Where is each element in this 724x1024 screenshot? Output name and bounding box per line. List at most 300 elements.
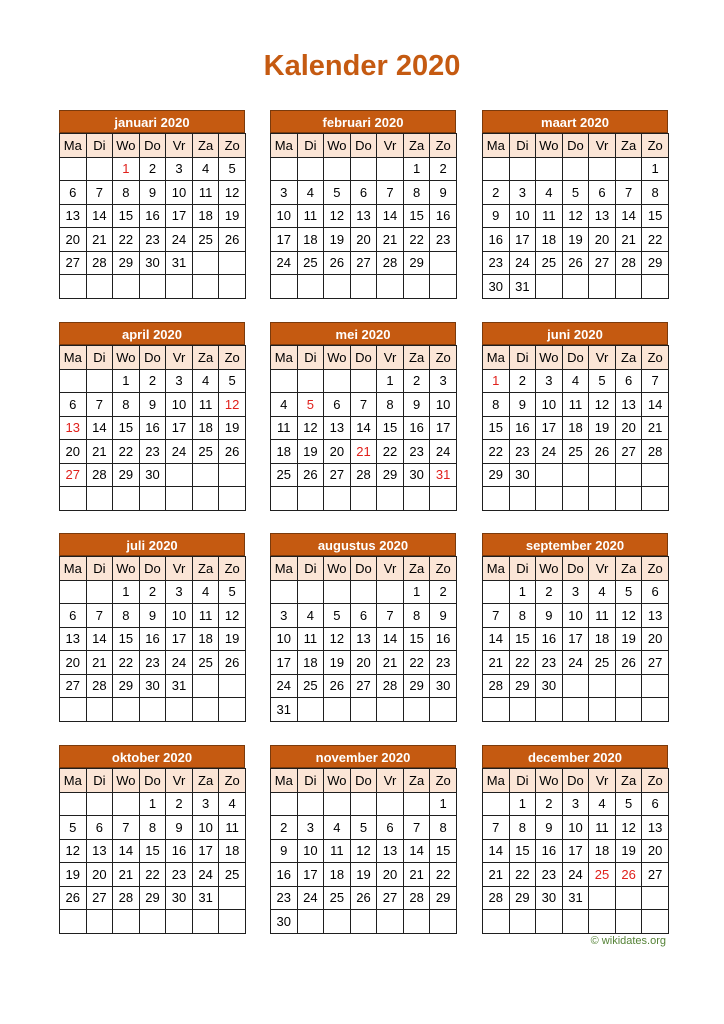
day-cell: 11	[324, 839, 351, 863]
day-cell: 12	[615, 604, 642, 628]
day-cell: 17	[562, 627, 589, 651]
day-cell: 4	[536, 181, 563, 205]
day-cell	[139, 275, 166, 299]
day-cell: 5	[219, 369, 246, 393]
weekday-label: Do	[350, 557, 377, 581]
day-cell	[113, 487, 140, 511]
day-cell: 13	[60, 416, 87, 440]
month-grid	[270, 345, 457, 511]
day-cell: 30	[483, 275, 510, 299]
day-cell: 20	[60, 651, 87, 675]
day-cell: 31	[509, 275, 536, 299]
day-cell: 8	[377, 393, 404, 417]
week-row	[271, 651, 457, 675]
day-cell: 3	[562, 792, 589, 816]
weekday-header-row	[271, 557, 457, 581]
week-row	[271, 674, 457, 698]
weekday-label: Do	[139, 346, 166, 370]
day-cell: 6	[350, 181, 377, 205]
day-cell	[350, 275, 377, 299]
day-cell	[536, 910, 563, 934]
day-cell	[536, 698, 563, 722]
week-row	[483, 251, 669, 275]
day-cell: 2	[509, 369, 536, 393]
day-cell: 17	[192, 839, 219, 863]
week-row	[271, 886, 457, 910]
day-cell: 1	[139, 792, 166, 816]
day-cell: 27	[60, 251, 87, 275]
day-cell: 25	[324, 886, 351, 910]
day-cell	[509, 157, 536, 181]
week-row	[60, 487, 246, 511]
day-cell: 22	[509, 651, 536, 675]
week-row	[60, 157, 246, 181]
weekday-label: Di	[297, 769, 324, 793]
day-cell: 25	[271, 463, 298, 487]
day-cell	[350, 698, 377, 722]
day-cell: 8	[642, 181, 669, 205]
weekday-label: Di	[509, 346, 536, 370]
weekday-label: Vr	[589, 346, 616, 370]
day-cell: 17	[271, 651, 298, 675]
day-cell: 1	[430, 792, 457, 816]
day-cell: 6	[60, 181, 87, 205]
day-cell: 2	[536, 580, 563, 604]
day-cell: 4	[562, 369, 589, 393]
day-cell: 1	[642, 157, 669, 181]
day-cell: 3	[430, 369, 457, 393]
month-title: februari 2020	[270, 110, 456, 133]
week-row	[60, 604, 246, 628]
day-cell: 4	[589, 792, 616, 816]
day-cell: 31	[166, 674, 193, 698]
day-cell	[166, 275, 193, 299]
weekday-label: Za	[192, 134, 219, 158]
day-cell: 2	[536, 792, 563, 816]
day-cell	[403, 792, 430, 816]
week-row	[60, 228, 246, 252]
day-cell: 19	[350, 863, 377, 887]
day-cell: 17	[166, 416, 193, 440]
day-cell: 15	[403, 204, 430, 228]
month-grid	[482, 556, 669, 722]
day-cell: 22	[430, 863, 457, 887]
day-cell: 14	[377, 627, 404, 651]
day-cell: 14	[86, 627, 113, 651]
day-cell: 3	[271, 604, 298, 628]
day-cell: 18	[297, 228, 324, 252]
day-cell: 22	[509, 863, 536, 887]
day-cell: 19	[589, 416, 616, 440]
day-cell	[642, 674, 669, 698]
day-cell: 20	[615, 416, 642, 440]
day-cell: 1	[483, 369, 510, 393]
day-cell: 9	[536, 816, 563, 840]
day-cell	[166, 698, 193, 722]
day-cell	[324, 157, 351, 181]
day-cell: 15	[113, 627, 140, 651]
weekday-header-row	[60, 346, 246, 370]
day-cell	[324, 369, 351, 393]
day-cell: 19	[615, 839, 642, 863]
day-cell: 1	[113, 369, 140, 393]
day-cell: 18	[297, 651, 324, 675]
day-cell	[483, 580, 510, 604]
day-cell: 22	[403, 228, 430, 252]
weekday-label: Za	[615, 346, 642, 370]
day-cell: 4	[219, 792, 246, 816]
day-cell: 24	[562, 651, 589, 675]
week-row	[60, 181, 246, 205]
weekday-label: Wo	[536, 134, 563, 158]
day-cell: 19	[324, 651, 351, 675]
day-cell	[562, 910, 589, 934]
month-grid	[482, 133, 669, 299]
day-cell: 6	[589, 181, 616, 205]
weekday-label: Do	[562, 346, 589, 370]
day-cell: 12	[297, 416, 324, 440]
day-cell: 30	[509, 463, 536, 487]
weekday-label: Do	[350, 346, 377, 370]
month-block	[482, 110, 668, 299]
day-cell: 27	[324, 463, 351, 487]
week-row	[271, 792, 457, 816]
day-cell: 21	[113, 863, 140, 887]
day-cell: 19	[297, 440, 324, 464]
day-cell: 9	[430, 604, 457, 628]
week-row	[60, 698, 246, 722]
day-cell: 21	[483, 651, 510, 675]
weekday-header-row	[60, 134, 246, 158]
day-cell	[483, 910, 510, 934]
week-row	[483, 228, 669, 252]
weekday-header-row	[60, 557, 246, 581]
day-cell: 10	[271, 204, 298, 228]
day-cell: 28	[377, 251, 404, 275]
day-cell: 22	[139, 863, 166, 887]
day-cell: 13	[642, 816, 669, 840]
day-cell: 14	[86, 416, 113, 440]
day-cell: 26	[615, 863, 642, 887]
day-cell: 9	[430, 181, 457, 205]
day-cell: 24	[166, 651, 193, 675]
weekday-label: Za	[192, 557, 219, 581]
day-cell: 13	[350, 204, 377, 228]
day-cell	[377, 580, 404, 604]
day-cell: 2	[483, 181, 510, 205]
day-cell: 24	[192, 863, 219, 887]
day-cell: 17	[562, 839, 589, 863]
day-cell: 24	[166, 228, 193, 252]
day-cell: 24	[509, 251, 536, 275]
day-cell: 13	[589, 204, 616, 228]
day-cell	[166, 910, 193, 934]
day-cell: 6	[60, 604, 87, 628]
day-cell: 28	[615, 251, 642, 275]
day-cell: 4	[192, 157, 219, 181]
week-row	[60, 251, 246, 275]
weekday-label: Do	[350, 769, 377, 793]
day-cell: 29	[642, 251, 669, 275]
weekday-label: Wo	[536, 346, 563, 370]
day-cell: 13	[60, 627, 87, 651]
day-cell	[192, 674, 219, 698]
week-row	[60, 275, 246, 299]
day-cell: 25	[192, 228, 219, 252]
month-title: april 2020	[59, 322, 245, 345]
day-cell: 17	[297, 863, 324, 887]
day-cell: 16	[271, 863, 298, 887]
week-row	[271, 440, 457, 464]
weekday-label: Zo	[430, 134, 457, 158]
week-row	[483, 674, 669, 698]
day-cell: 11	[589, 816, 616, 840]
week-row	[483, 604, 669, 628]
day-cell: 18	[589, 839, 616, 863]
day-cell	[271, 487, 298, 511]
weekday-label: Wo	[536, 769, 563, 793]
day-cell: 29	[113, 463, 140, 487]
day-cell: 1	[377, 369, 404, 393]
day-cell: 17	[271, 228, 298, 252]
day-cell: 1	[509, 792, 536, 816]
day-cell: 13	[350, 627, 377, 651]
day-cell: 11	[192, 393, 219, 417]
page-title: Kalender 2020	[263, 50, 461, 82]
week-row	[271, 698, 457, 722]
week-row	[483, 910, 669, 934]
day-cell: 5	[589, 369, 616, 393]
day-cell: 10	[166, 181, 193, 205]
day-cell	[192, 698, 219, 722]
weekday-label: Ma	[271, 557, 298, 581]
day-cell	[60, 157, 87, 181]
weekday-label: Vr	[377, 769, 404, 793]
day-cell: 9	[139, 604, 166, 628]
day-cell: 19	[562, 228, 589, 252]
day-cell: 17	[536, 416, 563, 440]
day-cell: 4	[192, 580, 219, 604]
week-row	[483, 651, 669, 675]
day-cell	[589, 698, 616, 722]
month-title: juli 2020	[59, 533, 245, 556]
day-cell: 7	[483, 816, 510, 840]
day-cell: 16	[483, 228, 510, 252]
weekday-label: Wo	[113, 134, 140, 158]
month-grid	[59, 556, 246, 722]
day-cell: 27	[642, 651, 669, 675]
day-cell	[589, 487, 616, 511]
month-block	[482, 322, 668, 511]
day-cell	[377, 275, 404, 299]
week-row	[60, 463, 246, 487]
weekday-label: Za	[192, 346, 219, 370]
weekday-label: Zo	[430, 557, 457, 581]
day-cell: 5	[60, 816, 87, 840]
day-cell: 27	[615, 440, 642, 464]
day-cell: 27	[60, 674, 87, 698]
week-row	[60, 816, 246, 840]
weekday-label: Zo	[642, 346, 669, 370]
week-row	[483, 440, 669, 464]
day-cell	[297, 910, 324, 934]
day-cell: 2	[403, 369, 430, 393]
month-block	[59, 745, 245, 934]
week-row	[271, 393, 457, 417]
day-cell: 13	[642, 604, 669, 628]
day-cell: 29	[509, 674, 536, 698]
day-cell: 8	[403, 604, 430, 628]
day-cell: 16	[139, 204, 166, 228]
day-cell	[60, 792, 87, 816]
day-cell	[589, 463, 616, 487]
day-cell: 31	[166, 251, 193, 275]
day-cell: 5	[324, 181, 351, 205]
day-cell: 29	[483, 463, 510, 487]
month-block	[59, 110, 245, 299]
day-cell: 6	[642, 792, 669, 816]
weekday-label: Ma	[271, 346, 298, 370]
day-cell	[297, 580, 324, 604]
day-cell	[562, 674, 589, 698]
day-cell: 4	[271, 393, 298, 417]
weekday-label: Do	[139, 769, 166, 793]
day-cell: 15	[403, 627, 430, 651]
day-cell: 13	[324, 416, 351, 440]
day-cell	[562, 275, 589, 299]
week-row	[483, 698, 669, 722]
week-row	[483, 792, 669, 816]
weekday-label: Do	[562, 557, 589, 581]
weekday-label: Di	[509, 134, 536, 158]
day-cell: 24	[271, 674, 298, 698]
month-title: mei 2020	[270, 322, 456, 345]
day-cell	[377, 792, 404, 816]
week-row	[483, 886, 669, 910]
day-cell: 5	[324, 604, 351, 628]
day-cell: 13	[615, 393, 642, 417]
weekday-label: Za	[192, 769, 219, 793]
day-cell	[60, 698, 87, 722]
day-cell: 9	[271, 839, 298, 863]
day-cell: 21	[483, 863, 510, 887]
day-cell: 22	[642, 228, 669, 252]
week-row	[271, 275, 457, 299]
day-cell: 18	[589, 627, 616, 651]
day-cell: 29	[113, 674, 140, 698]
weekday-label: Za	[403, 557, 430, 581]
day-cell: 14	[403, 839, 430, 863]
day-cell: 10	[166, 604, 193, 628]
day-cell	[350, 910, 377, 934]
week-row	[271, 157, 457, 181]
day-cell	[430, 910, 457, 934]
day-cell: 17	[430, 416, 457, 440]
day-cell: 28	[403, 886, 430, 910]
day-cell	[403, 910, 430, 934]
day-cell: 28	[86, 463, 113, 487]
day-cell: 7	[377, 604, 404, 628]
day-cell: 28	[113, 886, 140, 910]
weekday-label: Do	[139, 134, 166, 158]
day-cell: 19	[219, 627, 246, 651]
month-block	[270, 533, 456, 722]
weekday-label: Za	[403, 346, 430, 370]
day-cell: 7	[377, 181, 404, 205]
month-grid	[270, 556, 457, 722]
day-cell	[192, 487, 219, 511]
day-cell: 30	[430, 674, 457, 698]
day-cell: 16	[536, 839, 563, 863]
day-cell: 29	[139, 886, 166, 910]
week-row	[60, 651, 246, 675]
day-cell: 10	[166, 393, 193, 417]
weekday-label: Do	[139, 557, 166, 581]
day-cell: 20	[642, 627, 669, 651]
month-block	[59, 533, 245, 722]
day-cell: 20	[86, 863, 113, 887]
day-cell	[86, 580, 113, 604]
day-cell: 4	[297, 604, 324, 628]
month-grid	[482, 768, 669, 934]
day-cell: 10	[536, 393, 563, 417]
weekday-label: Vr	[589, 134, 616, 158]
day-cell: 9	[139, 181, 166, 205]
weekday-header-row	[271, 346, 457, 370]
week-row	[483, 816, 669, 840]
day-cell	[86, 698, 113, 722]
day-cell: 25	[589, 863, 616, 887]
day-cell: 9	[509, 393, 536, 417]
day-cell: 23	[430, 228, 457, 252]
day-cell	[219, 487, 246, 511]
day-cell: 18	[536, 228, 563, 252]
day-cell: 17	[166, 627, 193, 651]
day-cell: 3	[192, 792, 219, 816]
week-row	[60, 580, 246, 604]
day-cell: 29	[113, 251, 140, 275]
day-cell	[324, 698, 351, 722]
day-cell: 27	[350, 674, 377, 698]
day-cell	[615, 910, 642, 934]
day-cell: 19	[219, 416, 246, 440]
day-cell: 31	[271, 698, 298, 722]
weekday-label: Zo	[219, 346, 246, 370]
month-block	[270, 322, 456, 511]
day-cell: 27	[642, 863, 669, 887]
week-row	[60, 863, 246, 887]
week-row	[483, 627, 669, 651]
day-cell: 30	[139, 463, 166, 487]
day-cell: 11	[297, 204, 324, 228]
day-cell: 19	[324, 228, 351, 252]
day-cell: 31	[192, 886, 219, 910]
day-cell: 13	[60, 204, 87, 228]
day-cell	[139, 487, 166, 511]
month-title: augustus 2020	[270, 533, 456, 556]
day-cell: 16	[166, 839, 193, 863]
week-row	[60, 416, 246, 440]
month-title: juni 2020	[482, 322, 668, 345]
day-cell	[271, 275, 298, 299]
weekday-label: Wo	[324, 769, 351, 793]
day-cell: 22	[113, 440, 140, 464]
day-cell: 16	[430, 204, 457, 228]
weekday-label: Za	[403, 134, 430, 158]
day-cell: 18	[562, 416, 589, 440]
month-block	[59, 322, 245, 511]
month-title: november 2020	[270, 745, 456, 768]
